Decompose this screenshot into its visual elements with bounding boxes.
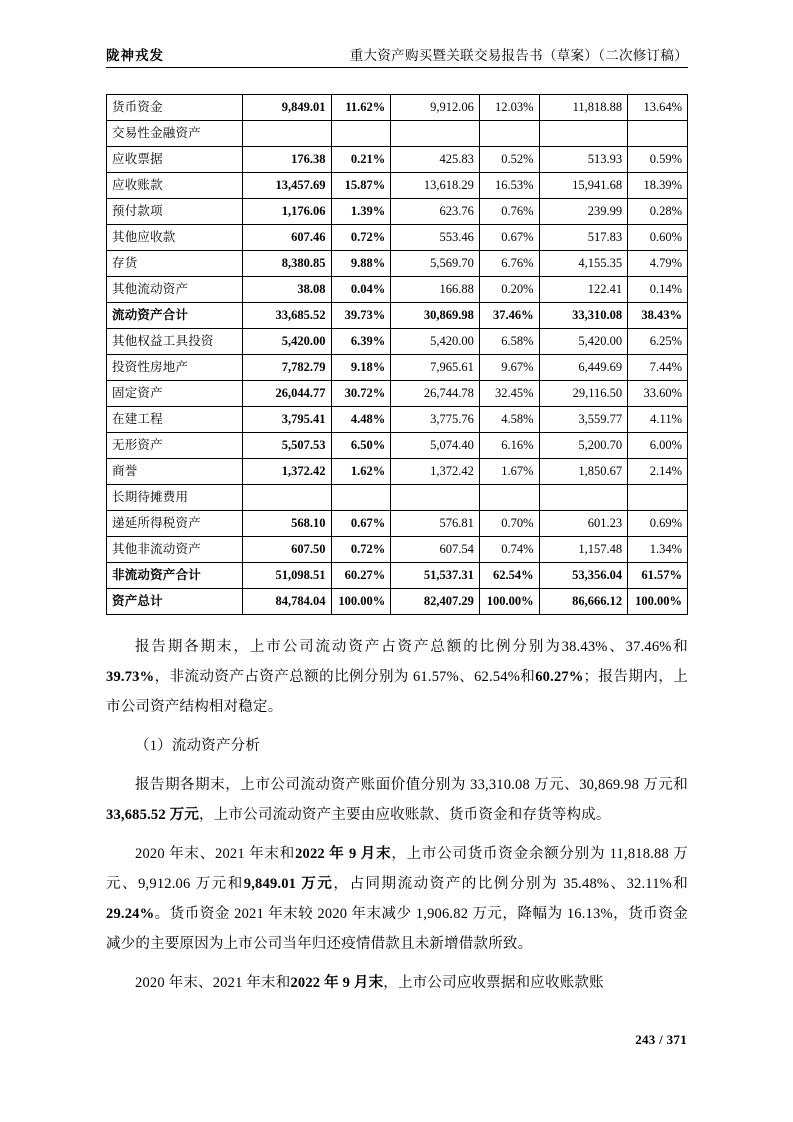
table-row [107,277,688,303]
table-row [107,433,688,459]
cell-percent-1: 1.62% [331,459,391,485]
cell-amount-2: 7,965.61 [391,355,480,381]
table-row [107,147,688,173]
cell-amount-1: 7,782.79 [242,355,331,381]
cell-percent-3: 6.25% [628,329,688,355]
para-highlight: 2022 年 9 月末 [290,975,384,991]
cell-percent-2: 9.67% [479,355,539,381]
para-text: 报告期各期末，上市公司流动资产占资产总额的比例分别为38.43%、37.46%和 [135,639,688,655]
table-row [107,355,688,381]
table-row [107,199,688,225]
cell-percent-2: 12.03% [479,95,539,121]
paragraph-receivables [106,968,688,998]
cell-percent-1: 4.48% [331,407,391,433]
para-text: 报告期各期末，上市公司流动资产账面价值分别为 33,310.08 万元、30,869.98 万元和 [135,777,688,793]
cell-amount-2: 13,618.29 [391,173,480,199]
cell-percent-1 [331,121,391,147]
cell-percent-3: 4.79% [628,251,688,277]
para-text: ，上市公司流动资产主要由应收账款、货币资金和存货等构成。 [199,807,611,823]
row-label: 应收票据 [107,147,243,173]
cell-amount-3: 6,449.69 [539,355,628,381]
cell-percent-3: 4.11% [628,407,688,433]
cell-amount-2: 425.83 [391,147,480,173]
cell-percent-1: 30.72% [331,381,391,407]
table-row [107,511,688,537]
cell-percent-1: 6.39% [331,329,391,355]
cell-amount-3: 86,666.12 [539,589,628,615]
cell-percent-2: 0.70% [479,511,539,537]
cell-amount-3: 33,310.08 [539,303,628,329]
cell-amount-3: 11,818.88 [539,95,628,121]
cell-amount-1: 84,784.04 [242,589,331,615]
cell-percent-2: 6.58% [479,329,539,355]
paragraph-asset-structure [106,632,688,722]
cell-amount-1: 33,685.52 [242,303,331,329]
cell-percent-1: 60.27% [331,563,391,589]
paragraph-cash [106,839,688,959]
cell-percent-1: 0.67% [331,511,391,537]
cell-percent-1: 39.73% [331,303,391,329]
table-row [107,173,688,199]
cell-percent-1: 100.00% [331,589,391,615]
cell-amount-1: 3,795.41 [242,407,331,433]
row-label: 货币资金 [107,95,243,121]
para-highlight: 33,685.52 万元 [106,807,200,823]
cell-percent-1 [331,485,391,511]
cell-percent-2: 6.76% [479,251,539,277]
cell-amount-1: 51,098.51 [242,563,331,589]
para-highlight: 29.24% [106,906,155,922]
cell-amount-3: 4,155.35 [539,251,628,277]
cell-percent-3: 2.14% [628,459,688,485]
para-text: 2020 年末、2021 年末和 [135,846,296,862]
table-row-total [107,303,688,329]
table-row [107,95,688,121]
cell-amount-1 [242,485,331,511]
cell-percent-2: 0.76% [479,199,539,225]
table-body [107,95,688,615]
para-text: 2020 年末、2021 年末和 [135,975,291,991]
cell-percent-3: 38.43% [628,303,688,329]
cell-percent-1: 9.88% [331,251,391,277]
cell-percent-3 [628,485,688,511]
table-row [107,407,688,433]
cell-percent-3: 0.28% [628,199,688,225]
row-label: 交易性金融资产 [107,121,243,147]
para-text: 。货币资金 2021 年末较 2020 年末减少 1,906.82 万元，降幅为 16.13%，货币资金减少的主要原因为上市公司当年归还疫情借款且未新增借款所致。 [106,906,688,952]
cell-amount-2: 5,569.70 [391,251,480,277]
para-text: ；报告期内，上市公司资产结构相对稳定。 [106,669,688,715]
cell-percent-2: 6.16% [479,433,539,459]
cell-amount-2: 1,372.42 [391,459,480,485]
cell-amount-2: 5,420.00 [391,329,480,355]
para-text: ，上市公司应收票据和应收账款账 [383,975,604,991]
cell-percent-3: 100.00% [628,589,688,615]
cell-percent-2: 1.67% [479,459,539,485]
cell-percent-3: 0.69% [628,511,688,537]
cell-percent-3: 33.60% [628,381,688,407]
cell-percent-2 [479,485,539,511]
cell-amount-1: 1,372.42 [242,459,331,485]
row-label: 非流动资产合计 [107,563,243,589]
cell-percent-2: 62.54% [479,563,539,589]
row-label: 预付款项 [107,199,243,225]
cell-percent-1: 15.87% [331,173,391,199]
cell-amount-2: 553.46 [391,225,480,251]
header-company: 陇神戎发 [106,48,164,63]
para-text: ，上市公司货币资金余额分别为 11,818.88 万元、9,912.06 万元和 [106,846,688,892]
para-text: ，非流动资产占资产总额的比例分别为 61.57%、62.54%和 [154,669,536,685]
cell-amount-1: 568.10 [242,511,331,537]
table-row [107,537,688,563]
row-label: 商誉 [107,459,243,485]
cell-amount-2: 5,074.40 [391,433,480,459]
table-row [107,329,688,355]
table-row [107,459,688,485]
cell-percent-3: 61.57% [628,563,688,589]
cell-percent-2: 0.52% [479,147,539,173]
cell-percent-2: 0.67% [479,225,539,251]
row-label: 其他流动资产 [107,277,243,303]
table-row-grand-total [107,589,688,615]
para-text: ，占同期流动资产的比例分别为 35.48%、32.11%和 [333,876,688,892]
cell-amount-1: 5,507.53 [242,433,331,459]
row-label: 长期待摊费用 [107,485,243,511]
para-highlight: 9,849.01 万元 [243,876,334,892]
cell-amount-2: 51,537.31 [391,563,480,589]
cell-percent-3 [628,121,688,147]
cell-percent-2 [479,121,539,147]
cell-amount-2: 26,744.78 [391,381,480,407]
row-label: 其他权益工具投资 [107,329,243,355]
cell-amount-3: 29,116.50 [539,381,628,407]
row-label: 递延所得税资产 [107,511,243,537]
row-label: 固定资产 [107,381,243,407]
cell-amount-3: 3,559.77 [539,407,628,433]
paragraph-current-assets [106,770,688,830]
cell-amount-1: 9,849.01 [242,95,331,121]
cell-amount-2: 623.76 [391,199,480,225]
cell-percent-2: 32.45% [479,381,539,407]
cell-amount-3: 517.83 [539,225,628,251]
cell-amount-1: 38.08 [242,277,331,303]
cell-amount-3: 5,420.00 [539,329,628,355]
row-label: 应收账款 [107,173,243,199]
cell-percent-1: 0.72% [331,225,391,251]
cell-percent-3: 13.64% [628,95,688,121]
cell-amount-3: 53,356.04 [539,563,628,589]
cell-percent-3: 18.39% [628,173,688,199]
row-label: 存货 [107,251,243,277]
cell-percent-1: 11.62% [331,95,391,121]
row-label: 其他应收款 [107,225,243,251]
row-label: 无形资产 [107,433,243,459]
cell-percent-2: 100.00% [479,589,539,615]
paragraph-section-heading: （1）流动资产分析 [135,738,261,754]
cell-percent-3: 0.14% [628,277,688,303]
cell-percent-3: 6.00% [628,433,688,459]
cell-amount-3 [539,121,628,147]
table-row [107,381,688,407]
page-header [106,44,688,68]
cell-amount-3: 1,157.48 [539,537,628,563]
cell-amount-1: 1,176.06 [242,199,331,225]
row-label: 其他非流动资产 [107,537,243,563]
row-label: 在建工程 [107,407,243,433]
table-row [107,485,688,511]
cell-amount-1: 176.38 [242,147,331,173]
cell-amount-3: 239.99 [539,199,628,225]
cell-amount-1: 8,380.85 [242,251,331,277]
cell-amount-2: 576.81 [391,511,480,537]
cell-percent-1: 0.72% [331,537,391,563]
cell-percent-1: 0.21% [331,147,391,173]
cell-percent-3: 7.44% [628,355,688,381]
cell-percent-1: 9.18% [331,355,391,381]
cell-percent-2: 16.53% [479,173,539,199]
cell-amount-2: 30,869.98 [391,303,480,329]
page-content [106,44,688,998]
cell-amount-3: 122.41 [539,277,628,303]
cell-percent-1: 0.04% [331,277,391,303]
cell-percent-3: 0.59% [628,147,688,173]
cell-amount-3: 1,850.67 [539,459,628,485]
cell-amount-1: 13,457.69 [242,173,331,199]
cell-amount-2: 166.88 [391,277,480,303]
cell-percent-2: 4.58% [479,407,539,433]
para-highlight: 60.27% [535,669,584,685]
header-title: 重大资产购买暨关联交易报告书（草案）（二次修订稿） [349,48,688,63]
cell-percent-2: 0.20% [479,277,539,303]
cell-percent-2: 0.74% [479,537,539,563]
cell-amount-2: 607.54 [391,537,480,563]
cell-amount-2: 3,775.76 [391,407,480,433]
cell-amount-3: 513.93 [539,147,628,173]
cell-percent-1: 6.50% [331,433,391,459]
cell-amount-3: 15,941.68 [539,173,628,199]
cell-amount-2: 82,407.29 [391,589,480,615]
cell-amount-3: 601.23 [539,511,628,537]
table-row [107,225,688,251]
cell-amount-1 [242,121,331,147]
cell-percent-3: 1.34% [628,537,688,563]
table-row [107,251,688,277]
cell-amount-2 [391,485,480,511]
row-label: 流动资产合计 [107,303,243,329]
table-row-total [107,563,688,589]
cell-amount-2: 9,912.06 [391,95,480,121]
cell-percent-2: 37.46% [479,303,539,329]
cell-amount-2 [391,121,480,147]
cell-amount-1: 607.46 [242,225,331,251]
cell-amount-3: 5,200.70 [539,433,628,459]
cell-amount-1: 26,044.77 [242,381,331,407]
cell-amount-1: 5,420.00 [242,329,331,355]
cell-amount-3 [539,485,628,511]
row-label: 投资性房地产 [107,355,243,381]
page-number: 243 / 371 [635,1032,687,1047]
cell-percent-1: 1.39% [331,199,391,225]
financial-table [106,94,688,615]
para-highlight: 2022 年 9 月末 [295,846,392,862]
cell-percent-3: 0.60% [628,225,688,251]
row-label: 资产总计 [107,589,243,615]
cell-amount-1: 607.50 [242,537,331,563]
para-highlight: 39.73% [106,669,155,685]
table-row [107,121,688,147]
